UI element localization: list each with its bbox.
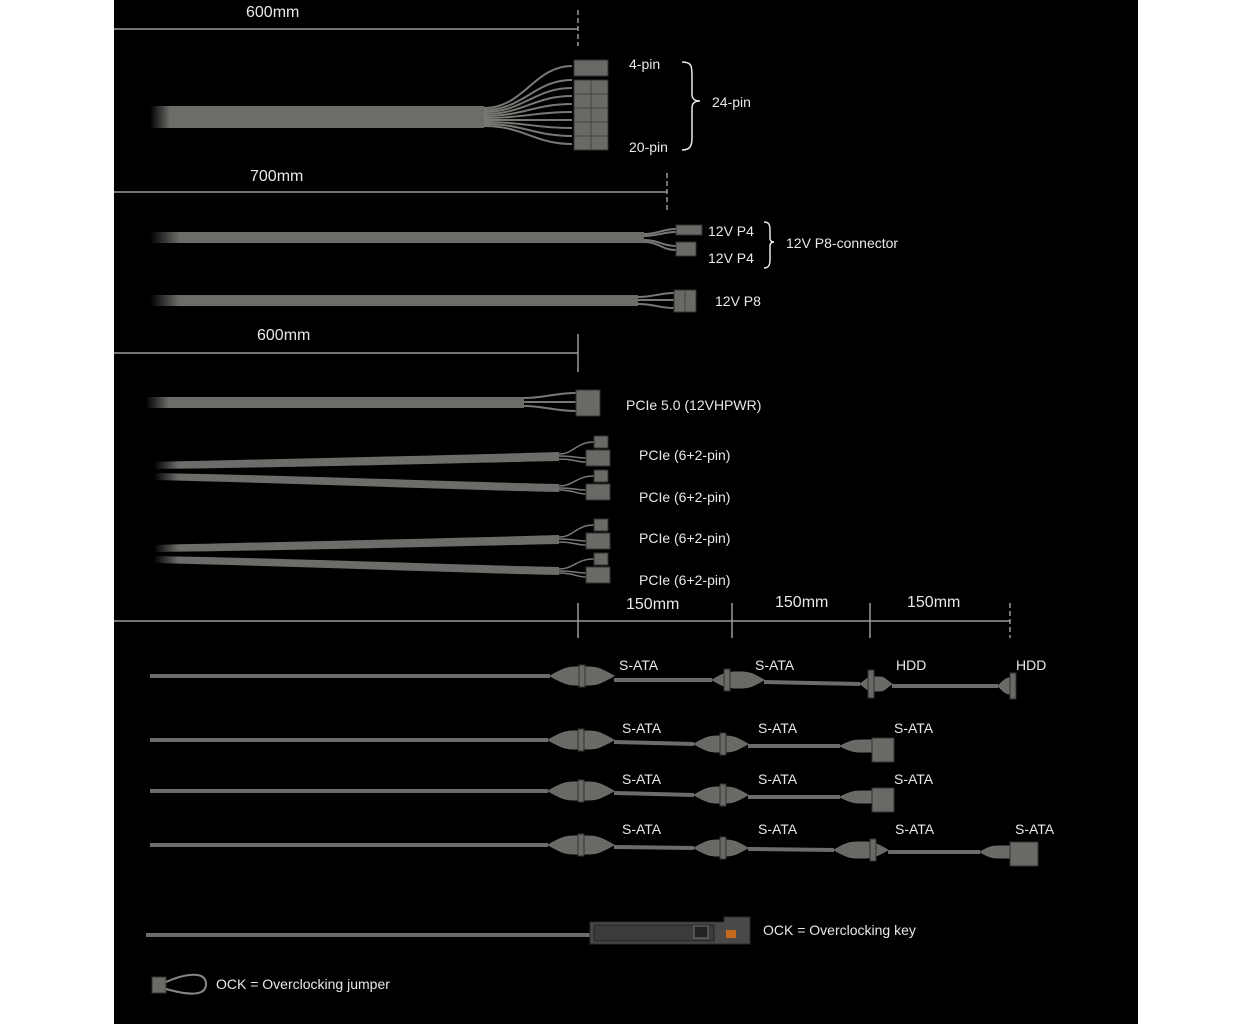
label-row3-1: S-ATA [622, 771, 662, 787]
cpu-p8-cable [150, 290, 696, 312]
label-row4-1: S-ATA [622, 821, 662, 837]
label-row1-1: S-ATA [619, 657, 659, 673]
label-12v-p8-connector: 12V P8-connector [786, 235, 899, 251]
pcie-6plus2-cable-pair-a [154, 436, 610, 500]
dimension-label-700mm: 700mm [250, 168, 304, 185]
dimension-line-600mm-top [114, 10, 578, 46]
label-row2-3: S-ATA [894, 720, 934, 736]
dimension-label-150mm-2: 150mm [775, 594, 829, 611]
dimension-line-150mm-segments [114, 603, 1010, 638]
cpu-p4-cable [150, 222, 774, 268]
cpu-p4-connector-a [676, 225, 702, 235]
label-12v-p8: 12V P8 [715, 293, 761, 309]
label-row1-3: HDD [896, 657, 927, 673]
pcie-6plus2-cable-pair-b [154, 519, 610, 583]
label-row3-3: S-ATA [894, 771, 934, 787]
label-row4-3: S-ATA [895, 821, 935, 837]
label-row4-4: S-ATA [1015, 821, 1055, 837]
pcie5-connector [576, 390, 600, 416]
ock-key-cable [146, 917, 750, 944]
label-pcie-6plus2-1: PCIe (6+2-pin) [639, 447, 731, 463]
label-row3-2: S-ATA [758, 771, 798, 787]
label-12v-p4-a: 12V P4 [708, 223, 754, 239]
atx-24pin-cable [150, 60, 700, 150]
ock-jumper [152, 975, 206, 994]
dimension-label-150mm-3: 150mm [907, 594, 961, 611]
label-pcie-6plus2-4: PCIe (6+2-pin) [639, 572, 731, 588]
peripheral-cable-row-4 [150, 834, 1038, 866]
label-row4-2: S-ATA [758, 821, 798, 837]
cpu-p4-connector-b [676, 242, 696, 256]
dimension-label-150mm-1: 150mm [626, 596, 680, 613]
dimension-label-600mm-top: 600mm [246, 4, 300, 21]
dimension-line-700mm [114, 173, 667, 210]
label-row2-1: S-ATA [622, 720, 662, 736]
label-12v-p4-b: 12V P4 [708, 250, 754, 266]
cpu-p8-brace [764, 222, 774, 268]
atx-brace [682, 62, 700, 150]
label-20pin: 20-pin [629, 139, 668, 155]
label-pcie-6plus2-2: PCIe (6+2-pin) [639, 489, 731, 505]
label-pcie5-12vhpwr: PCIe 5.0 (12VHPWR) [626, 397, 762, 413]
peripheral-cable-row-1 [150, 665, 1016, 699]
label-row2-2: S-ATA [758, 720, 798, 736]
pcie5-12vhpwr-cable [146, 390, 600, 416]
cable-diagram [114, 0, 1138, 1024]
dimension-label-600mm-pcie: 600mm [257, 327, 311, 344]
cable-diagram-panel [114, 0, 1138, 1024]
label-pcie-6plus2-3: PCIe (6+2-pin) [639, 530, 731, 546]
dimension-line-600mm-pcie [114, 334, 578, 372]
label-ock-key: OCK = Overclocking key [763, 922, 916, 938]
label-ock-jumper: OCK = Overclocking jumper [216, 976, 390, 992]
atx-4pin-connector [574, 60, 608, 76]
label-row1-4: HDD [1016, 657, 1047, 673]
label-4pin: 4-pin [629, 56, 661, 72]
label-row1-2: S-ATA [755, 657, 795, 673]
label-24pin: 24-pin [712, 94, 751, 110]
